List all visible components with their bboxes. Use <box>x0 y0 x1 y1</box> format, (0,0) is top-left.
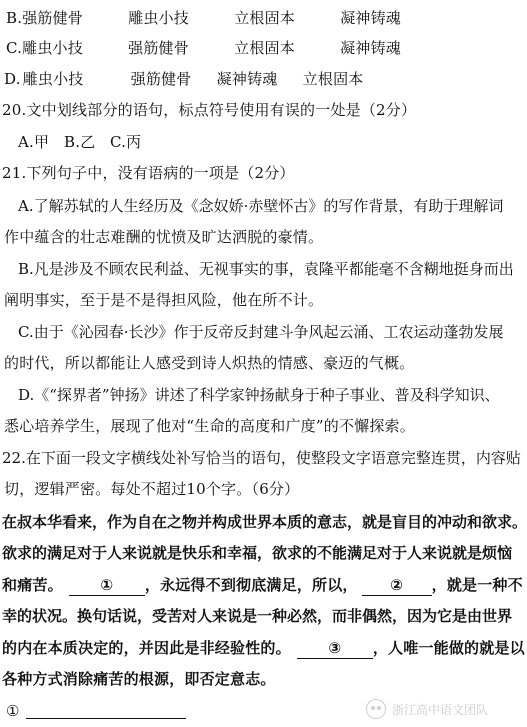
passage-text: ，永远得不到彻底满足，所以， <box>144 576 358 594</box>
q22-passage-line1: 在叔本华看来，作为自在之物并构成世界本质的意志，就是盲目的冲动和欲求。 <box>2 513 527 531</box>
option-item: B.乙 <box>64 133 96 151</box>
watermark <box>366 699 488 719</box>
q21-option-c-line1: C.由于《沁园春·长沙》作于反帝反封建斗争风起云涌、工农运动蓬勃发展 <box>18 323 504 341</box>
q22-passage-line6: 各种方式消除痛苦的根源，即否定意志。 <box>2 670 276 688</box>
passage-text: ，就是一种不 <box>431 576 523 594</box>
option-item: C.丙 <box>110 133 142 151</box>
q19-option-c <box>6 38 401 58</box>
q21-option-a-line2: 作中蕴含的壮志难酬的忧愤及旷达洒脱的豪情。 <box>4 228 324 246</box>
blank-2: ② <box>362 577 432 596</box>
answer-input-line[interactable] <box>26 718 186 719</box>
q20-options <box>18 132 141 152</box>
answer-label: ① <box>6 702 20 720</box>
passage-text: ，人唯一能做的就是以 <box>372 639 525 657</box>
option-label: C. <box>6 39 23 57</box>
option-item: 立根固本 <box>302 70 364 88</box>
q21-option-d-line1: D.《“探界者”钟扬》讲述了科学家钟扬献身于种子事业、普及科学知识、 <box>18 386 500 404</box>
q21-option-d-line2: 悉心培养学生，展现了他对“生命的高度和广度”的不懈探索。 <box>4 417 415 435</box>
option-label: D. <box>4 70 21 88</box>
q22-stem-line2: 切，逻辑严密。每处不超过10个字。（6分） <box>4 480 300 498</box>
option-item: 凝神铸魂 <box>340 39 401 57</box>
blank-3: ③ <box>297 640 373 659</box>
passage-text: 的内在本质决定的，并因此是非经验性的。 <box>2 639 291 657</box>
q21-option-b-line1: B.凡是涉及不顾农民利益、无视事实的事，袁隆平都能毫不含糊地挺身而出 <box>18 260 514 278</box>
wechat-icon <box>366 699 386 719</box>
option-item: 强筋健骨 <box>22 9 84 27</box>
option-item: 凝神铸魂 <box>216 70 278 88</box>
q20-stem: 20.文中划线部分的语句，标点符号使用有误的一处是（2分） <box>2 101 417 119</box>
option-item: 强筋健骨 <box>130 70 192 88</box>
option-item: 雕虫小技 <box>128 9 190 27</box>
q22-passage-line2: 欲求的满足对于人来说就是快乐和幸福，欲求的不能满足对于人来说就是烦恼 <box>2 544 513 562</box>
q22-passage-line5 <box>2 638 525 659</box>
q21-option-b-line2: 阐明事实，至于是不是得担风险，他在所不计。 <box>4 291 324 309</box>
q21-option-a-line1: A.了解苏轼的人生经历及《念奴娇·赤壁怀古》的写作背景，有助于理解词 <box>18 197 504 215</box>
q22-passage-line3 <box>2 575 523 596</box>
q22-passage-line4: 幸的状况。换句话说，受苦对人来说是一种必然，而非偶然，因为它是由世界 <box>2 607 513 625</box>
option-label: B. <box>6 9 23 27</box>
q19-option-b <box>6 8 401 28</box>
passage-text: 和痛苦。 <box>2 576 63 594</box>
option-item: 立根固本 <box>234 9 296 27</box>
q19-option-d <box>4 69 363 89</box>
option-item: 凝神铸魂 <box>340 9 402 27</box>
option-item: 立根固本 <box>234 39 295 57</box>
blank-1: ① <box>69 577 145 596</box>
q22-stem-line1: 22.在下面一段文字横线处补写恰当的语句，使整段文字语意完整连贯，内容贴 <box>2 449 521 467</box>
q21-option-c-line2: 的时代，所以都能让人感受到诗人炽热的情感、豪迈的气概。 <box>4 354 415 372</box>
watermark-text: 浙江高中语文团队 <box>391 702 488 717</box>
option-item: 雕虫小技 <box>22 70 84 88</box>
q21-stem: 21.下列句子中，没有语病的一项是（2分） <box>2 164 295 182</box>
option-item: 强筋健骨 <box>128 39 189 57</box>
option-item: A.甲 <box>18 133 50 151</box>
option-item: 雕虫小技 <box>22 39 83 57</box>
